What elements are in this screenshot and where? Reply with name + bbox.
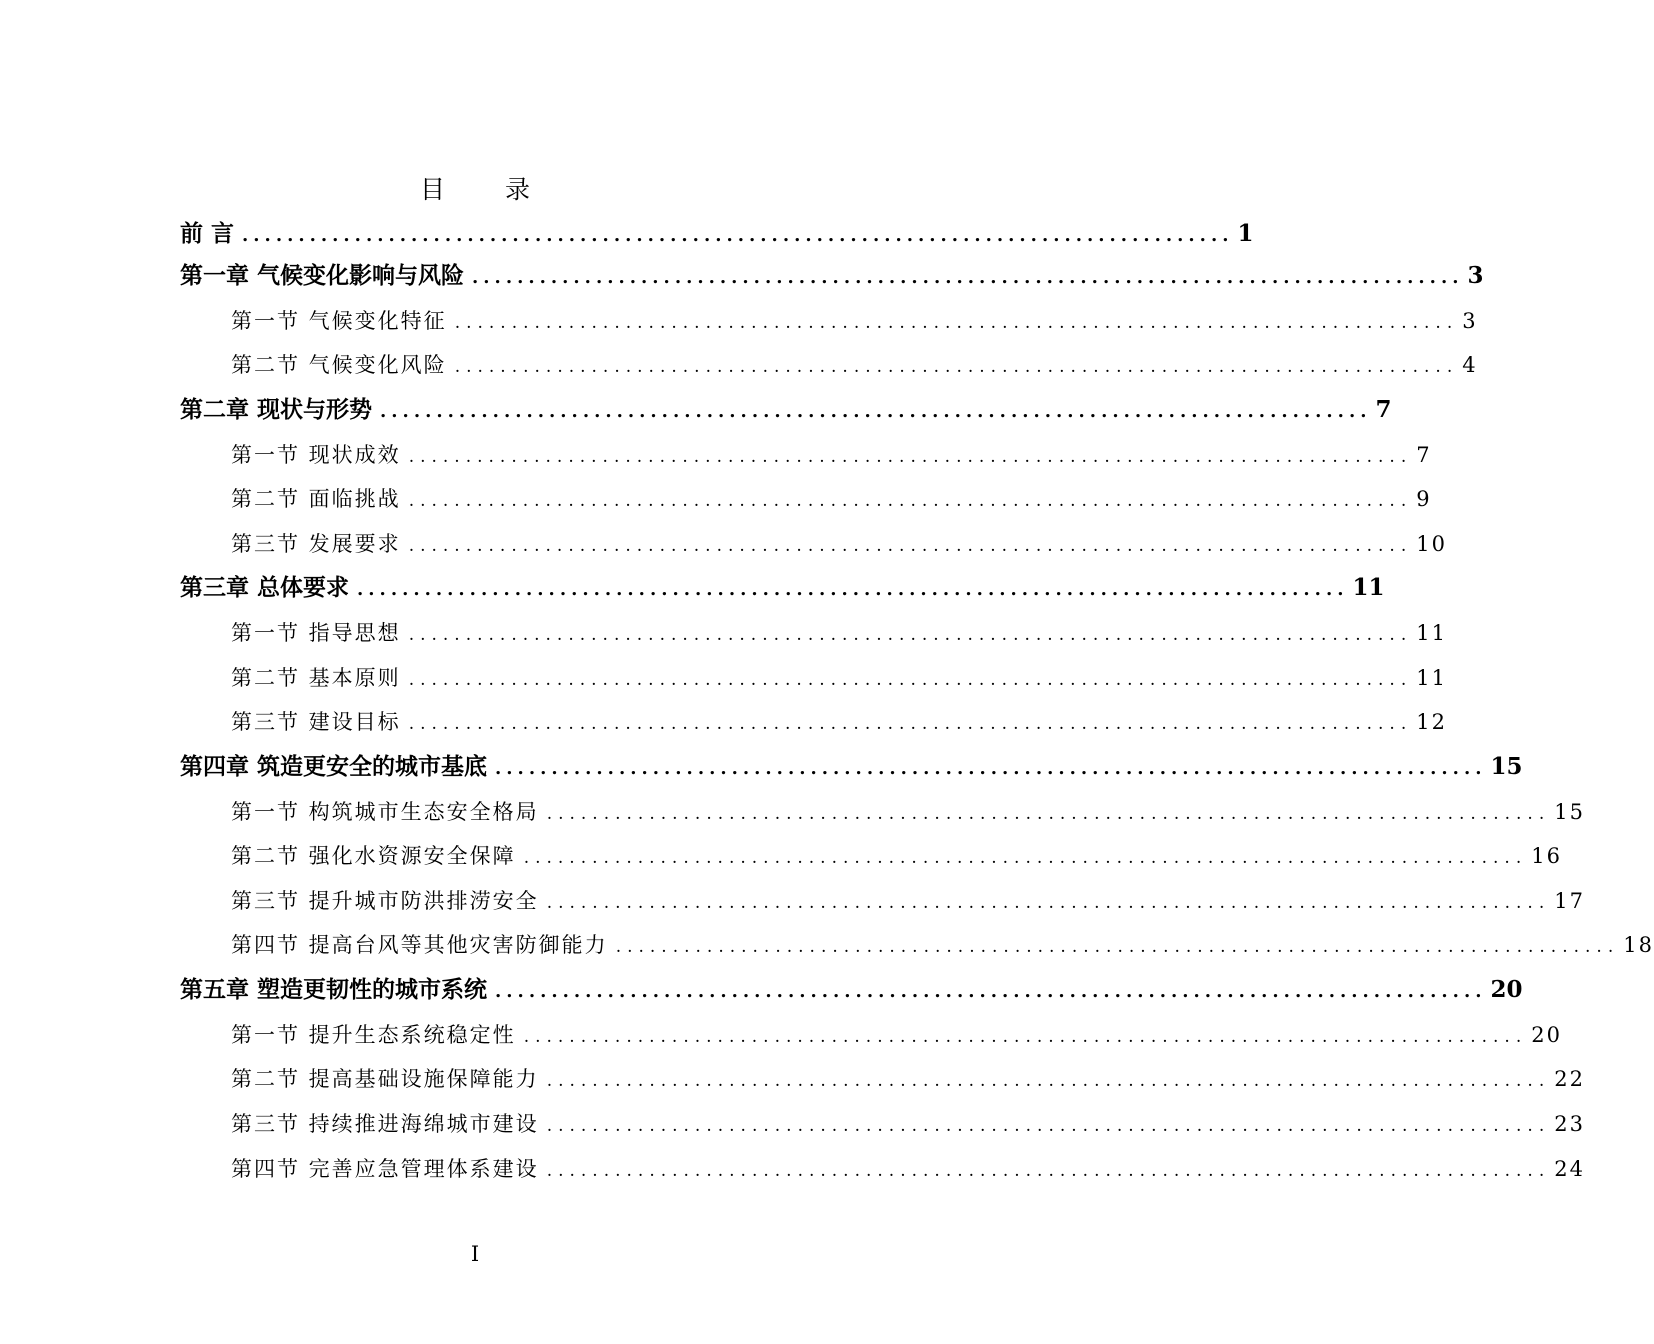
toc-entry-page: 11 [1352, 574, 1385, 601]
toc-entry-chapter[interactable] [180, 216, 1254, 252]
toc-entry-chapter[interactable] [180, 749, 1523, 785]
toc-entry-label: 第二章 现状与形势 [180, 396, 373, 423]
dot-leader: ........................................................................................ [546, 804, 1551, 824]
toc-entry-page: 7 [1375, 396, 1392, 423]
dot-leader: ........................................................................................ [523, 848, 1528, 868]
toc-entry-label: 第一章 气候变化影响与风险 [180, 262, 465, 289]
toc-entry-section[interactable] [231, 481, 1432, 517]
toc-entry-page: 12 [1416, 710, 1447, 734]
dot-leader: ........................................................................................ [546, 893, 1551, 913]
toc-entry-page: 7 [1416, 443, 1432, 467]
dot-leader: ........................................................................................ [495, 758, 1487, 779]
dot-leader: ........................................................................................ [523, 1027, 1528, 1047]
toc-entry-label: 第一节 气候变化特征 [231, 309, 447, 333]
toc-entry-label: 第二节 强化水资源安全保障 [231, 844, 516, 868]
toc-entry-label: 第一节 现状成效 [231, 443, 401, 467]
page-number: I [470, 1242, 480, 1266]
toc-entry-page: 20 [1490, 976, 1523, 1003]
toc-entry-label: 第五章 塑造更韧性的城市系统 [180, 976, 488, 1003]
toc-entry-label: 第一节 指导思想 [231, 621, 401, 645]
toc-entry-section[interactable] [231, 615, 1447, 651]
toc-entry-page: 10 [1416, 532, 1447, 556]
toc-entry-page: 24 [1554, 1157, 1585, 1181]
toc-entry-chapter[interactable] [180, 972, 1523, 1008]
dot-leader: ........................................................................................ [408, 670, 1413, 690]
toc-entry-page: 4 [1462, 353, 1478, 377]
toc-entry-section[interactable] [231, 1151, 1585, 1187]
dot-leader: ........................................................................................ [454, 313, 1459, 333]
toc-entry-label: 第四章 筑造更安全的城市基底 [180, 753, 488, 780]
toc-entry-chapter[interactable] [180, 258, 1484, 294]
toc-entry-page: 11 [1416, 621, 1447, 645]
toc-entry-page: 9 [1416, 487, 1432, 511]
toc-entry-label: 第三节 建设目标 [231, 710, 401, 734]
dot-leader: ........................................................................................ [408, 447, 1413, 467]
toc-entry-page: 22 [1554, 1067, 1585, 1091]
dot-leader: ........................................................................................ [408, 714, 1413, 734]
toc-entry-page: 20 [1531, 1023, 1562, 1047]
toc-entry-section[interactable] [231, 838, 1562, 874]
dot-leader: ........................................................................................ [242, 225, 1234, 246]
toc-entry-page: 16 [1531, 844, 1562, 868]
dot-leader: ........................................................................................ [380, 401, 1372, 422]
dot-leader: ........................................................................................ [357, 579, 1349, 600]
toc-entry-label: 第二节 面临挑战 [231, 487, 401, 511]
toc-entry-label: 第一节 提升生态系统稳定性 [231, 1023, 516, 1047]
toc-entry-page: 3 [1462, 309, 1478, 333]
toc-entry-section[interactable] [231, 526, 1447, 562]
dot-leader: ........................................................................................ [454, 357, 1459, 377]
dot-leader: ........................................................................................ [546, 1071, 1551, 1091]
toc-entry-section[interactable] [231, 1106, 1585, 1142]
toc-entry-label: 第四节 提高台风等其他灾害防御能力 [231, 933, 608, 957]
dot-leader: ........................................................................................ [408, 491, 1413, 511]
dot-leader: ........................................................................................ [408, 536, 1413, 556]
toc-entry-label: 第四节 完善应急管理体系建设 [231, 1157, 539, 1181]
toc-entry-section[interactable] [231, 437, 1432, 473]
dot-leader: ........................................................................................ [546, 1161, 1551, 1181]
dot-leader: ........................................................................................ [472, 267, 1464, 288]
toc-entry-page: 15 [1554, 800, 1585, 824]
toc-title: 目 录 [420, 175, 556, 204]
toc-entry-section[interactable] [231, 1061, 1585, 1097]
toc-entry-page: 1 [1237, 220, 1254, 247]
toc-entry-section[interactable] [231, 660, 1447, 696]
toc-entry-label: 第二节 气候变化风险 [231, 353, 447, 377]
toc-entry-section[interactable] [231, 1017, 1562, 1053]
toc-entry-page: 18 [1623, 933, 1654, 957]
toc-entry-label: 第三节 提升城市防洪排涝安全 [231, 889, 539, 913]
toc-entry-label: 第一节 构筑城市生态安全格局 [231, 800, 539, 824]
toc-entry-page: 23 [1554, 1112, 1585, 1136]
toc-entry-section[interactable] [231, 883, 1585, 919]
toc-entry-page: 11 [1416, 666, 1447, 690]
toc-entry-page: 15 [1490, 753, 1523, 780]
toc-entry-page: 3 [1467, 262, 1484, 289]
toc-entry-page: 17 [1554, 889, 1585, 913]
dot-leader: ........................................................................................ [408, 625, 1413, 645]
toc-entry-label: 第三节 持续推进海绵城市建设 [231, 1112, 539, 1136]
dot-leader: ........................................................................................ [546, 1116, 1551, 1136]
toc-entry-label: 第二节 提高基础设施保障能力 [231, 1067, 539, 1091]
toc-entry-section[interactable] [231, 303, 1478, 339]
toc-entry-chapter[interactable] [180, 392, 1392, 428]
toc-entry-section[interactable] [231, 347, 1478, 383]
toc-entry-chapter[interactable] [180, 570, 1385, 606]
toc-entry-label: 第三章 总体要求 [180, 574, 350, 601]
toc-entry-label: 第三节 发展要求 [231, 532, 401, 556]
toc-entry-section[interactable] [231, 704, 1447, 740]
dot-leader: ........................................................................................ [495, 981, 1487, 1002]
toc-entry-section[interactable] [231, 927, 1654, 963]
toc-entry-label: 前 言 [180, 220, 235, 247]
dot-leader: ........................................................................................ [615, 937, 1620, 957]
toc-entry-label: 第二节 基本原则 [231, 666, 401, 690]
toc-entry-section[interactable] [231, 794, 1585, 830]
